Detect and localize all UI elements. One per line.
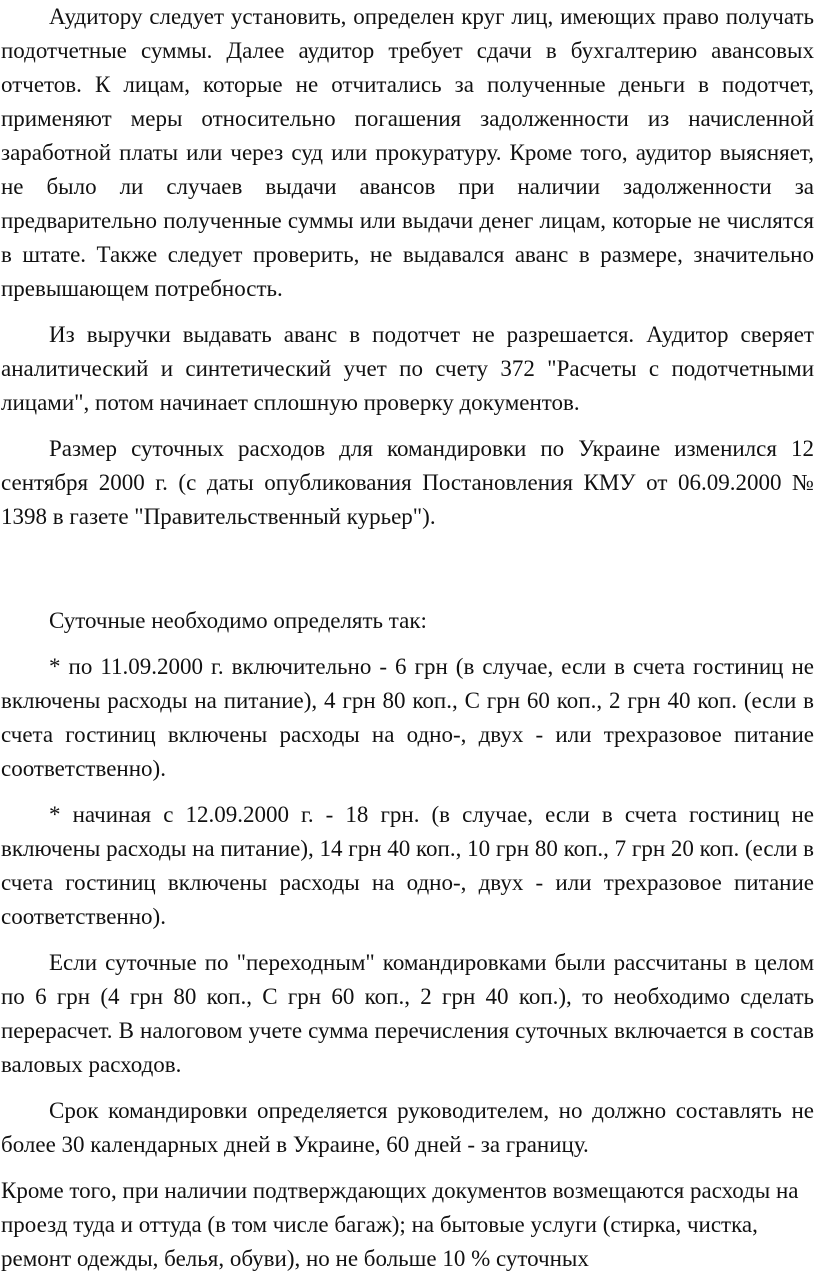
paragraph-trip-duration: Срок командировки определяется руководителем, но должно составлять не более 30 календарных дней в Украине, 60 дней - за границу. bbox=[1, 1098, 814, 1157]
paragraph-reimbursed-expenses: Кроме того, при наличии подтверждающих документов возмещаются расходы на проезд туда и оттуда (в том числе багаж); на бытовые услуги (стирка, чистка, ремонт одежды, белья, обуви), но не больше 10 % суточных bbox=[1, 1178, 799, 1271]
blank-gap bbox=[1, 546, 814, 604]
paragraph-bullet-until-date: * по 11.09.2000 г. включительно - 6 грн (в случае, если в счета гостиниц не включены расходы на питание), 4 грн 80 коп., С грн 60 коп., 2 грн 40 коп. (если в счета гостиниц включены расходы на одно-, двух - или трехразовое питание соответственно). bbox=[1, 654, 814, 781]
paragraph-daily-allowance-intro: Суточные необходимо определять так: bbox=[49, 608, 427, 633]
paragraph-recalculation: Если суточные по "переходным" командировками были рассчитаны в целом по 6 грн (4 грн 80 коп., С грн 60 коп., 2 грн 40 коп.), то необходимо сделать перерасчет. В налоговом учете сумма перечисления суточных включается в состав валовых расходов. bbox=[1, 950, 814, 1077]
paragraph-revenue-advance: Из выручки выдавать аванс в подотчет не разрешается. Аудитор сверяет аналитический и синтетический учет по счету 372 "Расчеты с подотчетными лицами", потом начинает сплошную проверку документов. bbox=[1, 322, 814, 415]
paragraph-bullet-from-date: * начиная с 12.09.2000 г. - 18 грн. (в случае, если в счета гостиниц не включены расходы на питание), 14 грн 40 коп., 10 грн 80 коп., 7 грн 20 коп. (если в счета гостиниц включены расходы на одно-, двух - или трехразовое питание соответственно). bbox=[1, 802, 814, 929]
paragraph-auditor-checks: Аудитору следует установить, определен круг лиц, имеющих право получать подотчетные суммы. Далее аудитор требует сдачи в бухгалтерию авансовых отчетов. К лицам, которые не отчитались за полученные деньги в подотчет, применяют меры относительно погашения задолженности из начисленной заработной платы или через суд или прокуратуру. Кроме того, аудитор выясняет, не было ли случаев выдачи авансов при наличии задолженности за предварительно полученные суммы или выдачи денег лицам, которые не числятся в штате. Также следует проверить, не выдавался аванс в размере, значительно превышающем потребность. bbox=[1, 4, 814, 301]
paragraph-daily-allowance-change: Размер суточных расходов для командировки по Украине изменился 12 сентября 2000 г. (с даты опубликования Постановления КМУ от 06.09.2000 № 1398 в газете "Правительственный курьер"). bbox=[1, 436, 814, 529]
